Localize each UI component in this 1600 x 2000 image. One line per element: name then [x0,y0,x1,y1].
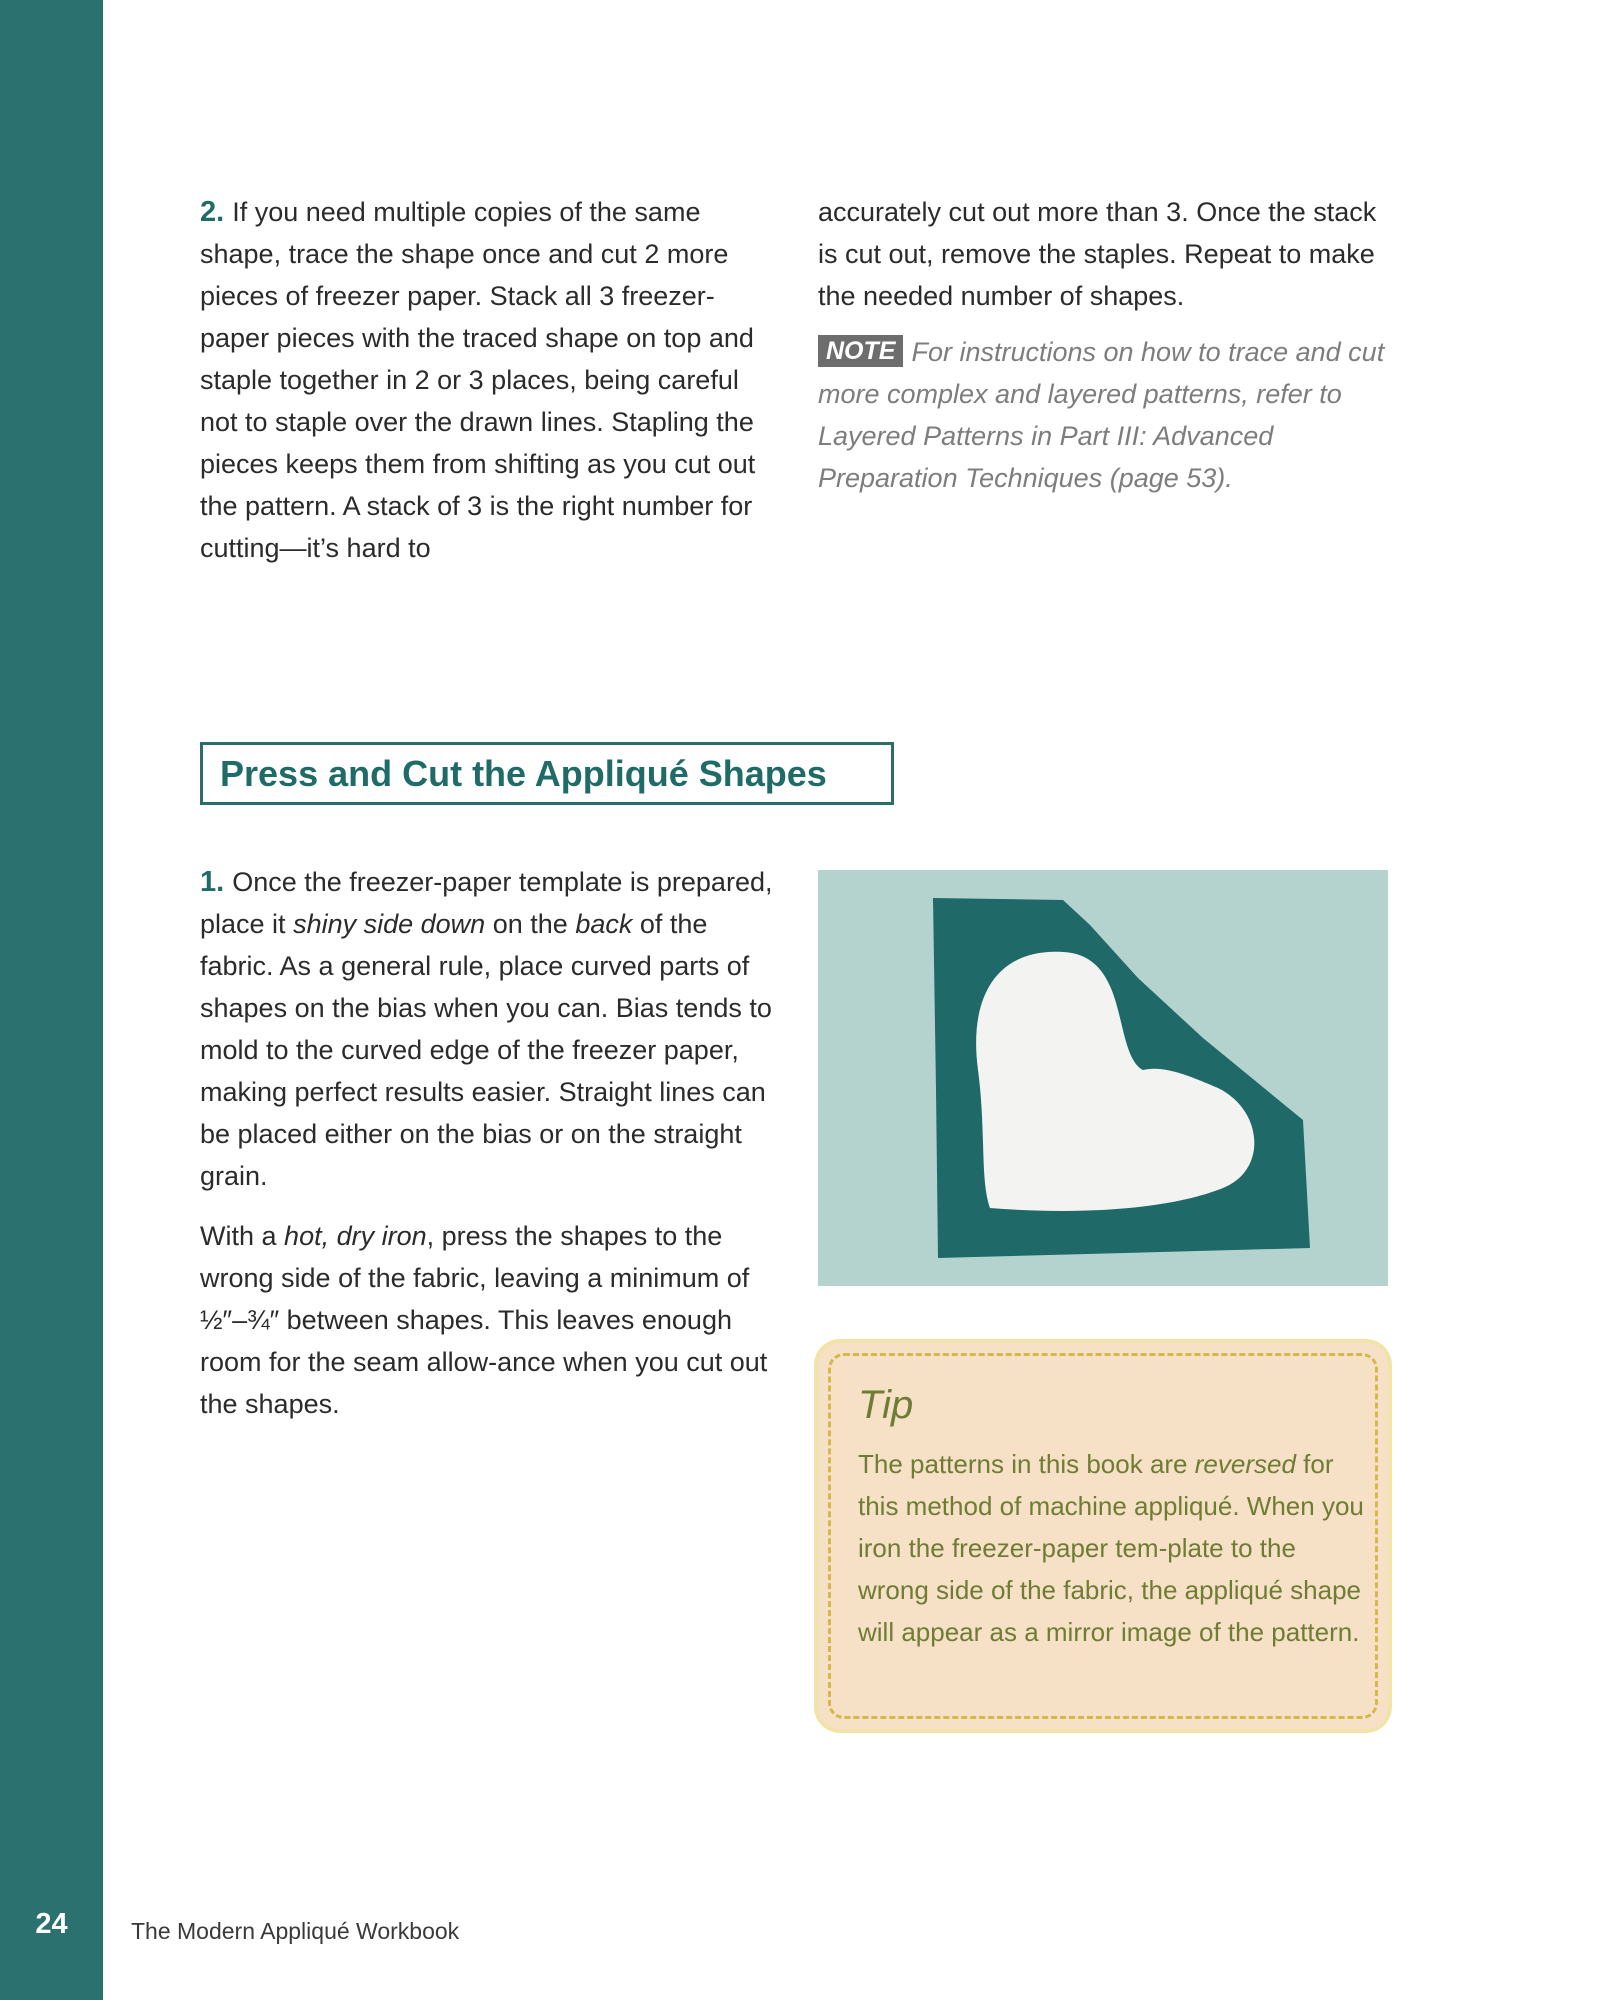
section-heading: Press and Cut the Appliqué Shapes [200,742,894,805]
step-1-text: on the [492,909,568,939]
emphasis-text: reversed [1194,1449,1296,1479]
heart-template-photo [818,870,1388,1286]
emphasis-text: shiny side down [293,909,486,939]
note-text: For instructions on how to trace and cut more complex and layered patterns, refer to Layered Patterns in Part III: Advanced Preparation Techniques (page 53). [818,337,1385,493]
teal-sidebar [0,0,103,2000]
tip-title: Tip [858,1383,914,1427]
note-paragraph [818,331,1398,499]
pressing-text: , press the shapes to the wrong side of the fabric, leaving a minimum of ½″–¾″ between shapes. This leaves enough room for the seam allow-ance when you cut out the shapes. [200,1221,768,1419]
step-number: 1. [200,866,225,898]
tip-text: The patterns in this book are [858,1449,1188,1479]
tip-box [818,1343,1388,1729]
step-number: 2. [200,196,225,228]
step-2-continuation: accurately cut out more than 3. Once the stack is cut out, remove the staples. Repeat to make the needed number of shapes. [818,197,1377,311]
emphasis-text: hot, dry iron [284,1221,427,1251]
book-title: The Modern Appliqué Workbook [131,1918,460,1944]
tip-body [858,1443,1368,1653]
step-1-paragraph [200,861,780,1197]
step-2-text-part-a: If you need multiple copies of the same shape, trace the shape once and cut 2 more pieces of freezer paper. Stack all 3 freezer-paper pieces with the traced shape on top and staple together in 2 or 3 places, being careful not to staple over the drawn lines. Stapling the pieces keeps them from shifting as you cut out the pattern. A stack of 3 is the right number for cutting—it’s hard to [200,197,756,563]
step-1-text: Once the freezer-paper template is prepared, place it [200,867,773,939]
note-badge: NOTE [818,335,903,367]
page-number: 24 [35,1908,68,1940]
step-1-text: of the fabric. As a general rule, place curved parts of shapes on the bias when you can. Bias tends to mold to the curved edge of the freezer paper, making perfect results easier. Straight lines can be placed either on the bias or on the straight grain. [200,909,772,1191]
step-2-column-left [200,191,770,569]
pressing-text: With a [200,1221,277,1251]
step-2-column-right [818,191,1398,499]
pressing-paragraph [200,1215,780,1425]
step-2-paragraph [200,191,770,569]
tip-text: for this method of machine appliqué. When you iron the freezer-paper tem-plate to the wrong side of the fabric, the appliqué shape will appear as a mirror image of the pattern. [858,1449,1364,1647]
emphasis-text: back [575,909,633,939]
step-1-column [200,861,780,1425]
